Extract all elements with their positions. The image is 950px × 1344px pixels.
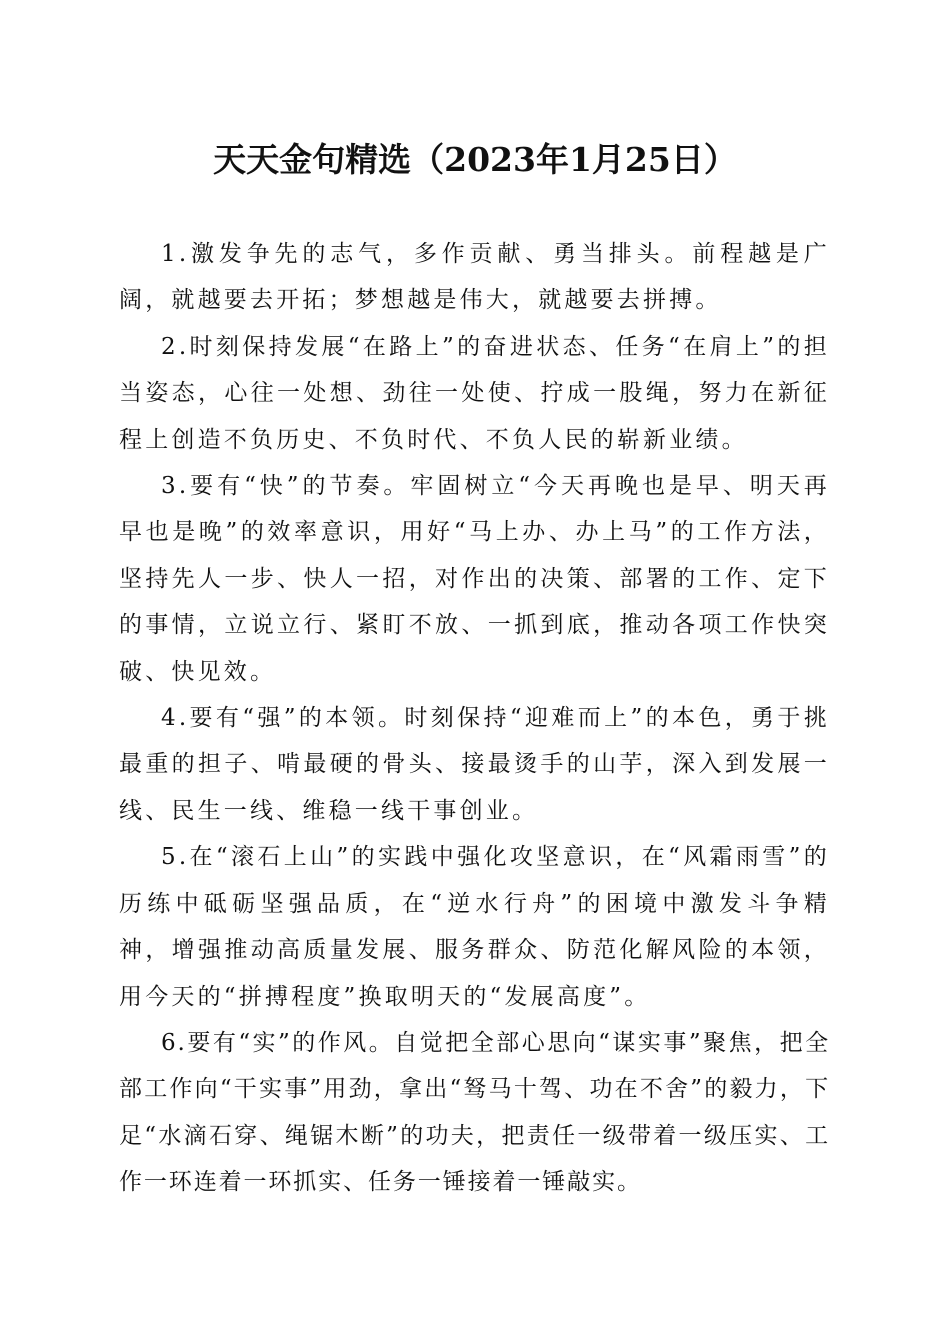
document-title: 天天金句精选（2023年1月25日）: [213, 140, 737, 179]
paragraph-4: 4.要有“强”的本领。时刻保持“迎难而上”的本色，勇于挑最重的担子、啃最硬的骨头、接最烫手的山芋，深入到发展一线、民生一线、维稳一线干事创业。: [119, 705, 830, 824]
paragraph-6: 6.要有“实”的作风。自觉把全部心思向“谋实事”聚焦，把全部工作向“干实事”用劲，拿出“驽马十驾、功在不舍”的毅力，下足“水滴石穿、绳锯木断”的功夫，把责任一级带着一级压实、工作一环连着一环抓实、任务一锤接着一锤敲实。: [119, 1029, 830, 1196]
document-body: [119, 231, 830, 1206]
paragraph-3: 3.要有“快”的节奏。牢固树立“今天再晚也是早、明天再早也是晚”的效率意识，用好“马上办、办上马”的工作方法，坚持先人一步、快人一招，对作出的决策、部署的工作、定下的事情，立说立行、紧盯不放、一抓到底，推动各项工作快突破、快见效。: [119, 473, 830, 685]
paragraph-1: 1.激发争先的志气，多作贡献、勇当排头。前程越是广阔，就越要去开拓；梦想越是伟大，就越要去拼搏。: [119, 241, 830, 314]
paragraph-2: 2.时刻保持发展“在路上”的奋进状态、任务“在肩上”的担当姿态，心往一处想、劲往一处使、拧成一股绳，努力在新征程上创造不负历史、不负时代、不负人民的崭新业绩。: [119, 333, 830, 453]
paragraph-5: 5.在“滚石上山”的实践中强化攻坚意识，在“风霜雨雪”的历练中砥砺坚强品质，在“逆水行舟”的困境中激发斗争精神，增强推动高质量发展、服务群众、防范化解风险的本领，用今天的“拼搏程度”换取明天的“发展高度”。: [119, 844, 830, 1010]
